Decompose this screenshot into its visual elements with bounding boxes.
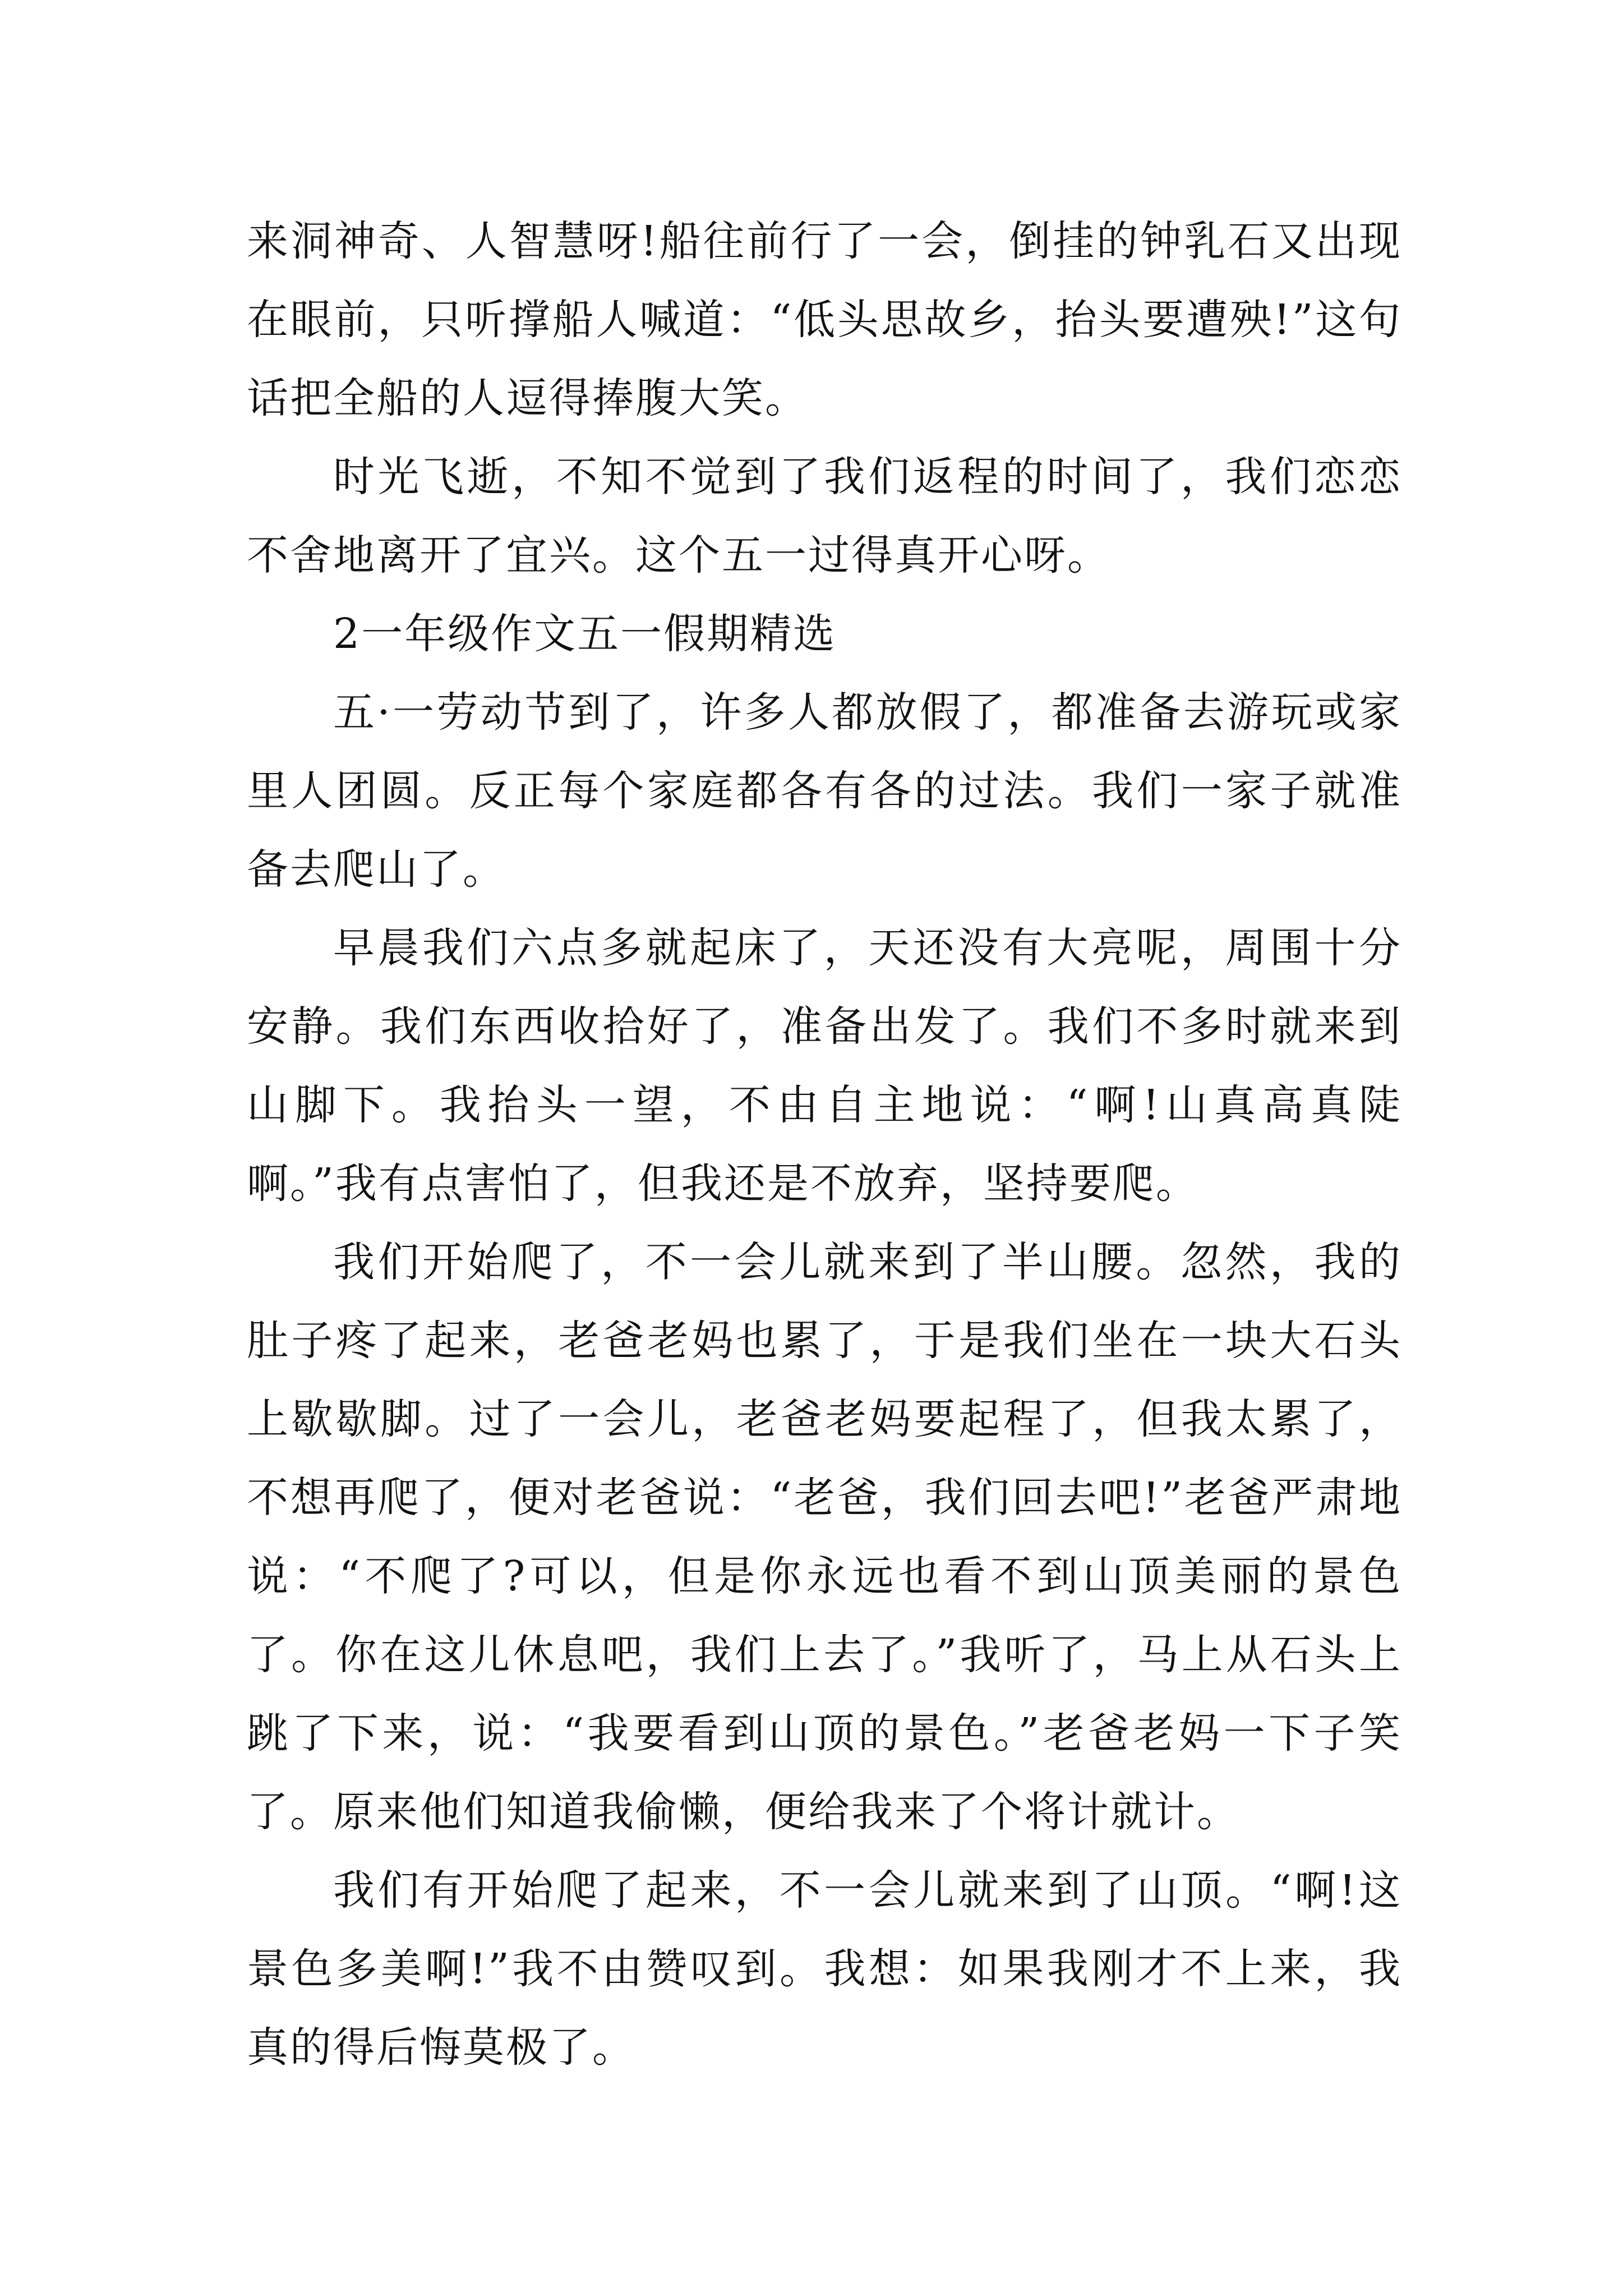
paragraph-climbing: 我们开始爬了，不一会儿就来到了半山腰。忽然，我的肚子疼了起来，老爸老妈也累了，于是我们坐在一块大石头上歇歇脚。过了一会儿，老爸老妈要起程了，但我太累了，不想再爬了，便对老爸说：“老爸，我们回去吧!”老爸严肃地说：“不爬了?可以，但是你永远也看不到山顶美丽的景色了。你在这儿休息吧，我们上去了。”我听了，马上从石头上跳了下来，说：“我要看到山顶的景色。”老爸老妈一下子笑了。原来他们知道我偷懒，便给我来了个将计就计。	[247, 1238, 1402, 1836]
paragraph-continuation: 来洞神奇、人智慧呀!船往前行了一会，倒挂的钟乳石又出现在眼前，只听撑船人喊道：“低头思故乡，抬头要遭殃!”这句话把全船的人逗得捧腹大笑。	[247, 217, 1402, 422]
section-heading: 2一年级作文五一假期精选	[333, 610, 837, 658]
paragraph-morning: 早晨我们六点多就起床了，天还没有大亮呢，周围十分安静。我们东西收拾好了，准备出发了。我们不多时就来到山脚下。我抬头一望，不由自主地说：“啊!山真高真陡啊。”我有点害怕了，但我还是不放弃，坚持要爬。	[247, 924, 1402, 1208]
document-body	[247, 202, 1402, 2087]
paragraph-summit: 我们有开始爬了起来，不一会儿就来到了山顶。“啊!这景色多美啊!”我不由赞叹到。我想：如果我刚才不上来，我真的得后悔莫极了。	[247, 1866, 1402, 2072]
paragraph-return-trip: 时光飞逝，不知不觉到了我们返程的时间了，我们恋恋不舍地离开了宜兴。这个五一过得真开心呀。	[247, 453, 1402, 579]
paragraph-labor-day: 五·一劳动节到了，许多人都放假了，都准备去游玩或家里人团圆。反正每个家庭都各有各的过法。我们一家子就准备去爬山了。	[247, 688, 1402, 894]
